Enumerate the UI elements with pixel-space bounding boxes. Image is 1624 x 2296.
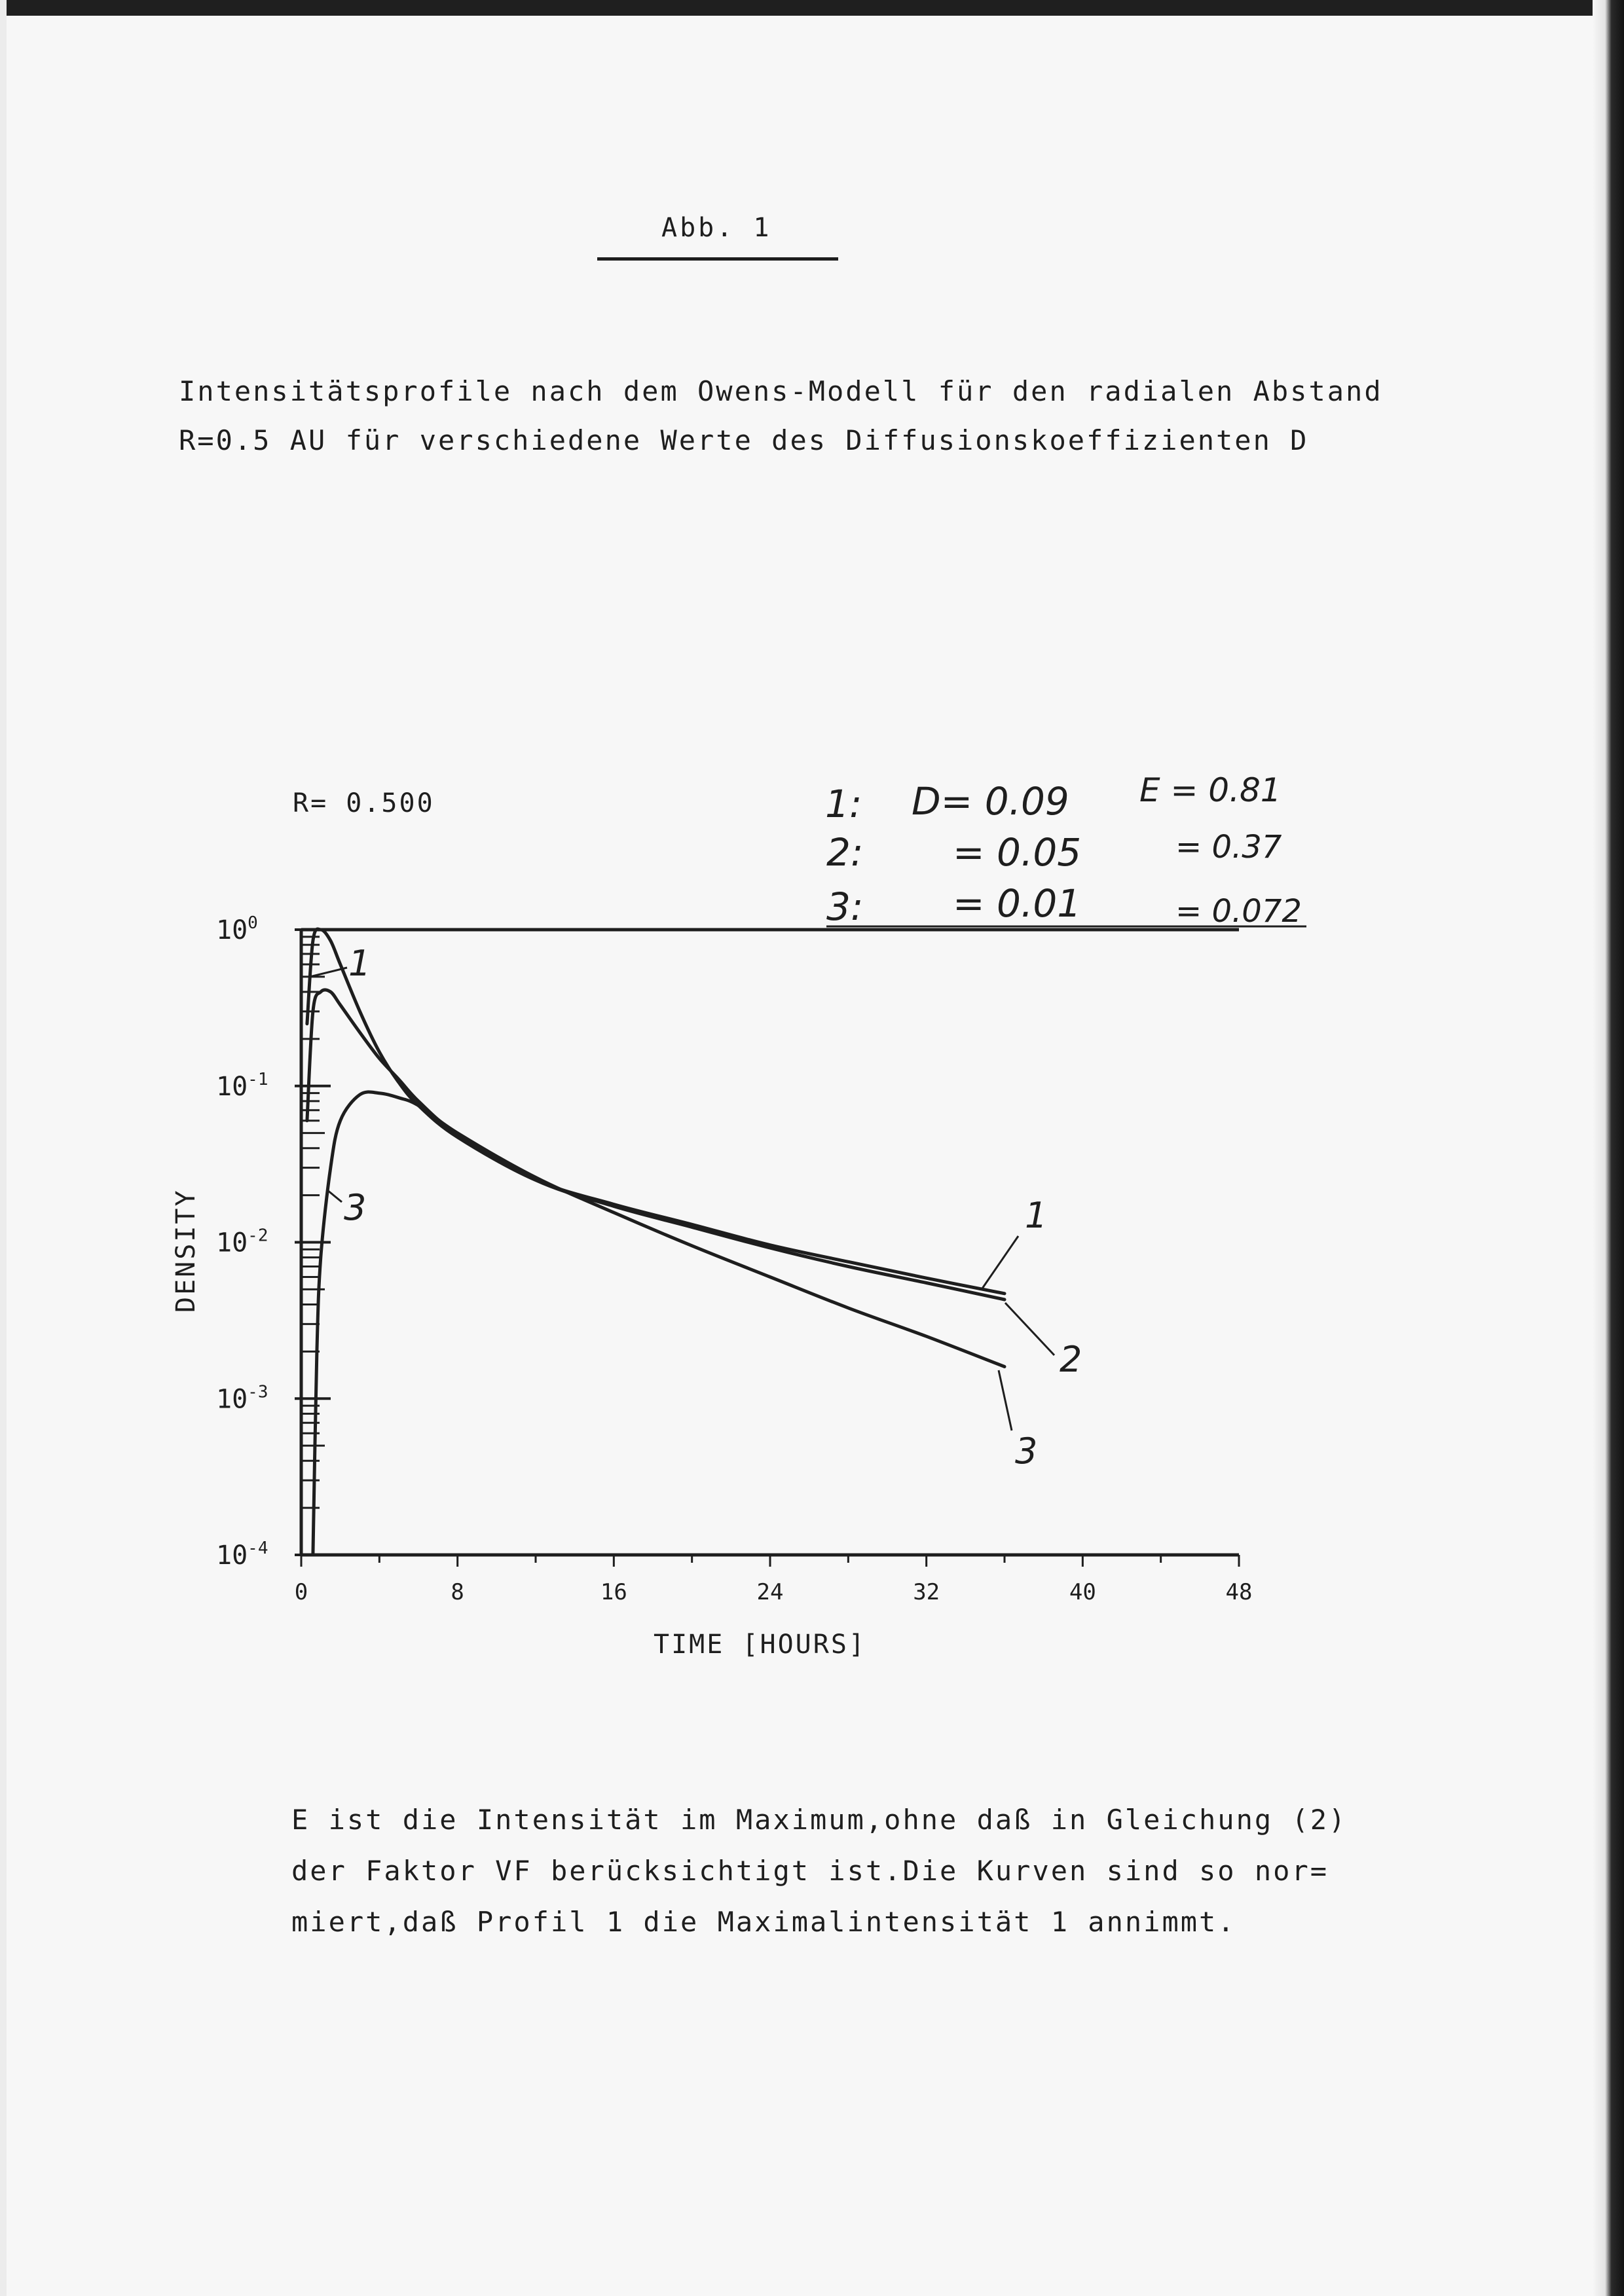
legend-e-3: = 0.072 — [1175, 893, 1302, 930]
curve-label-3-left: 3 — [344, 1187, 367, 1228]
note-line-3: miert,daß Profil 1 die Maximalintensität 1 annimmt. — [291, 1906, 1236, 1938]
note-line-2: der Faktor VF berücksichtigt ist.Die Kurven sind so nor= — [291, 1855, 1329, 1887]
y-axis-label: DENSITY — [171, 1188, 201, 1313]
leader-3-left — [327, 1190, 342, 1202]
series-line-3 — [313, 1092, 1005, 1555]
y-tick-label: $10^{-1}$ — [216, 1069, 268, 1102]
legend-id-3: 3: — [826, 884, 864, 929]
series-line-1 — [307, 929, 1005, 1294]
x-tick-label: 16 — [600, 1579, 627, 1605]
x-tick-label: 48 — [1225, 1579, 1253, 1605]
y-tick-label: $10^{-2}$ — [216, 1226, 268, 1258]
caption-line-2: R=0.5 AU für verschiedene Werte des Diffusionskoeffizienten D — [179, 424, 1309, 456]
chart-series — [307, 929, 1005, 1555]
curve-label-3-right: 3 — [1015, 1430, 1038, 1472]
leader-3-right — [999, 1370, 1012, 1430]
legend-d-2: = 0.05 — [953, 830, 1082, 875]
legend-id-1: 1: — [825, 782, 862, 826]
series-line-2 — [307, 990, 1005, 1300]
x-tick-label: 0 — [294, 1579, 308, 1605]
curve-label-1-top: 1 — [348, 943, 371, 984]
figure-label: Abb. 1 — [661, 213, 772, 243]
legend-e-1: E = 0.81 — [1139, 771, 1282, 809]
chart-axes — [301, 930, 1239, 1555]
x-tick-label: 32 — [913, 1579, 940, 1605]
leader-1-top — [310, 968, 347, 977]
chart-subtitle: R= 0.500 — [293, 788, 435, 818]
leader-2-right — [1005, 1303, 1054, 1355]
x-tick-label: 24 — [756, 1579, 784, 1605]
caption-line-1: Intensitätsprofile nach dem Owens-Modell für den radialen Abstand — [179, 375, 1383, 407]
note-line-1: E ist die Intensität im Maximum,ohne daß in Gleichung (2) — [291, 1804, 1348, 1836]
curve-label-2-right: 2 — [1060, 1339, 1082, 1380]
legend-d-1: D= 0.09 — [912, 779, 1069, 824]
leader-1-right — [982, 1236, 1018, 1288]
curve-label-leaders — [310, 968, 1054, 1430]
y-tick-label: $10^0$ — [216, 913, 258, 945]
legend-id-2: 2: — [826, 830, 864, 875]
x-tick-label: 8 — [451, 1579, 464, 1605]
x-tick-label: 40 — [1069, 1579, 1096, 1605]
x-axis-ticks — [295, 1555, 1253, 1605]
y-tick-label: $10^{-4}$ — [216, 1539, 268, 1571]
y-tick-label: $10^{-3}$ — [216, 1382, 268, 1415]
legend-e-2: = 0.37 — [1175, 829, 1282, 866]
curve-label-1-right: 1 — [1025, 1195, 1048, 1236]
legend-d-3: = 0.01 — [953, 881, 1082, 926]
x-axis-label: TIME [HOURS] — [654, 1630, 866, 1660]
